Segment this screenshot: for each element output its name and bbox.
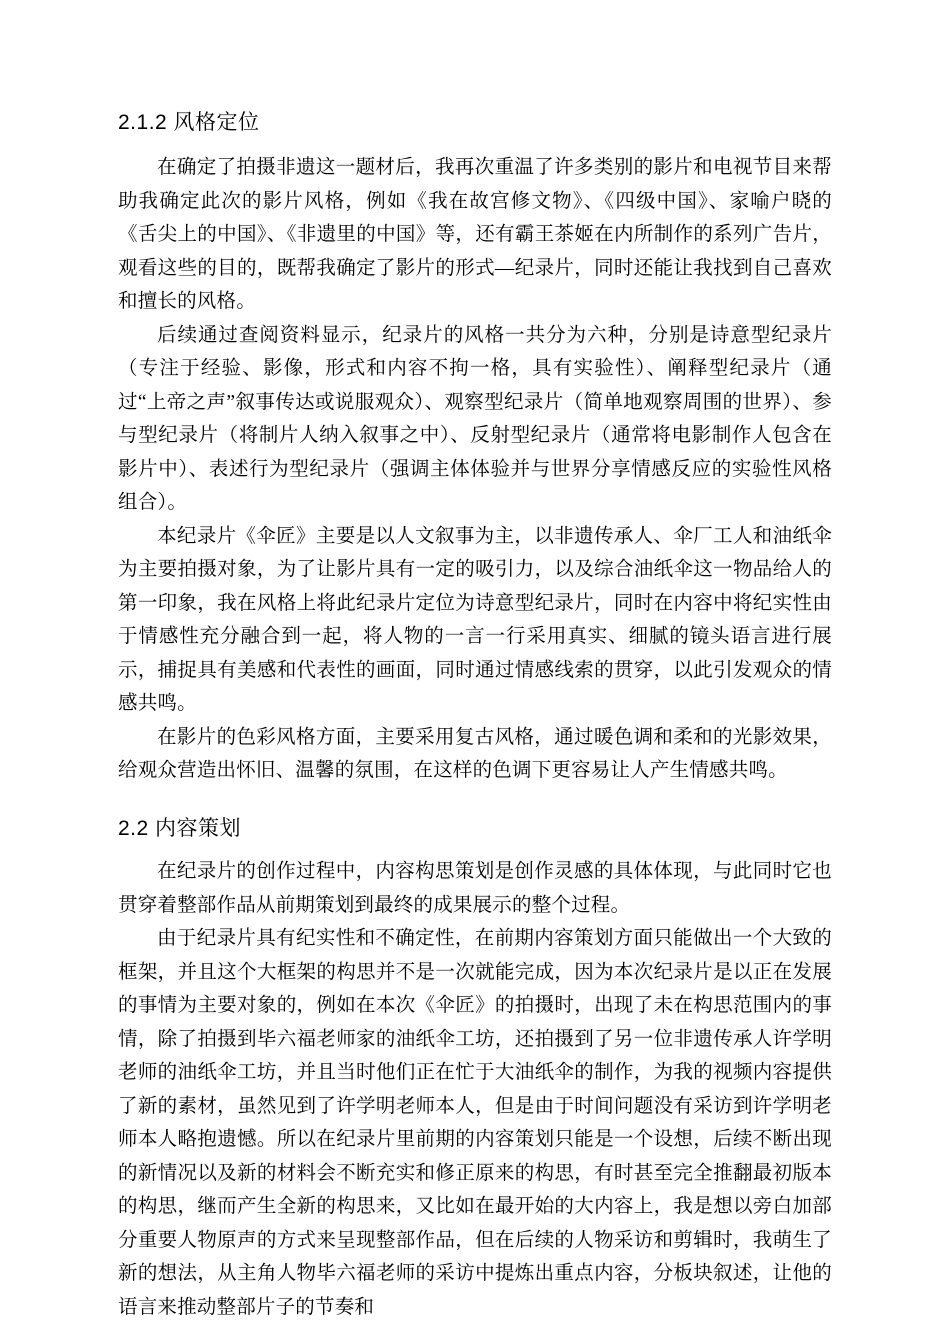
paragraph: 后续通过查阅资料显示，纪录片的风格一共分为六种，分别是诗意型纪录片（专注于经验、影像，形式和内容不拘一格，具有实验性）、阐释型纪录片（通过“上帝之声”叙事传达或说服观众）、观察型纪录片（简单地观察周围的世界）、参与型纪录片（将制片人纳入叙事之中）、反射型纪录片（通常将电影制作人包含在影片中）、表述行为型纪录片（强调主体体验并与世界分享情感反应的实验性风格组合）。: [118, 324, 832, 514]
paragraph: 在影片的色彩风格方面，主要采用复古风格，通过暖色调和柔和的光影效果，给观众营造出怀旧、温馨的氛围，在这样的色调下更容易让人产生情感共鸣。: [118, 726, 832, 782]
paragraph: 在确定了拍摄非遗这一题材后，我再次重温了许多类别的影片和电视节目来帮助我确定此次的影片风格，例如《我在故宫修文物》、《四级中国》、家喻户晓的《舌尖上的中国》、《非遗里的中国》等，还有霸王茶姬在内所制作的系列广告片，观看这些的目的，既帮我确定了影片的形式—纪录片，同时还能让我找到自己喜欢和擅长的风格。: [118, 157, 832, 313]
paragraph: 在纪录片的创作过程中，内容构思策划是创作灵感的具体体现，与此同时它也贯穿着整部作品从前期策划到最终的成果展示的整个过程。: [118, 861, 832, 916]
paragraph: 由于纪录片具有纪实性和不确定性，在前期内容策划方面只能做出一个大致的框架，并且这个大框架的构思并不是一次就能完成，因为本次纪录片是以正在发展的事情为主要对象的，例如在本次《伞匠》的拍摄时，出现了未在构思范围内的事情，除了拍摄到毕六福老师家的油纸伞工坊，还拍摄到了另一位非遗传承人许学明老师的油纸伞工坊，并且当时他们正在忙于大油纸伞的制作，为我的视频内容提供了新的素材，虽然见到了许学明老师本人，但是由于时间问题没有采访到许学明老师本人略抱遗憾。所以在纪录片里前期的内容策划只能是一个设想，后续不断出现的新情况以及新的材料会不断充实和修正原来的构思，有时甚至完全推翻最初版本的构思，继而产生全新的构思来，又比如在最开始的大内容上，我是想以旁白加部分重要人物原声的方式来呈现整部作品，但在后续的人物采访和剪辑时，我萌生了新的想法，从主角人物毕六福老师的采访中提炼出重点内容，分板块叙述，让他的语言来推动整部片子的节奏和: [118, 928, 832, 1318]
section-heading-2-2: 2.2 内容策划: [118, 816, 242, 840]
section-heading-2-1-2: 2.1.2 风格定位: [118, 111, 260, 134]
document-body: [118, 108, 832, 1324]
paragraph: 本纪录片《伞匠》主要是以人文叙事为主，以非遗传承人、伞厂工人和油纸伞为主要拍摄对象，为了让影片具有一定的吸引力，以及综合油纸伞这一物品给人的第一印象，我在风格上将此纪录片定位为诗意型纪录片，同时在内容中将纪实性由于情感性充分融合到一起，将人物的一言一行采用真实、细腻的镜头语言进行展示，捕捉具有美感和代表性的画面，同时通过情感线索的贯穿，以此引发观众的情感共鸣。: [118, 525, 832, 715]
